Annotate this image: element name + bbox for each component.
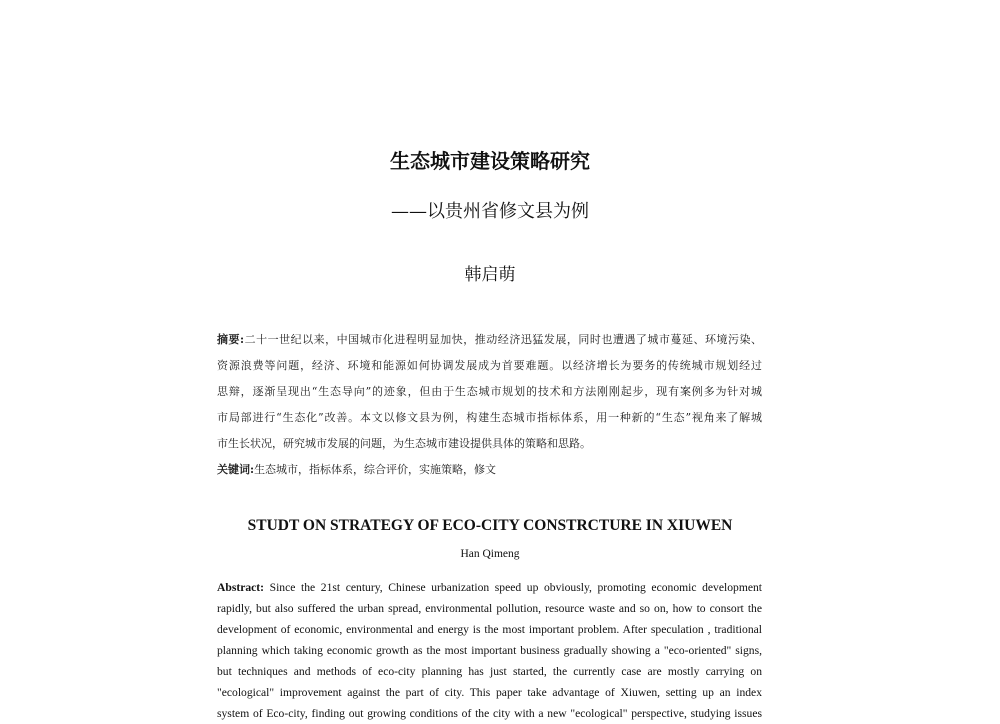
abstract-en-line: planning which taking economic growth as the most important business gradually showing a "eco-oriented" signs, — [217, 644, 762, 657]
english-title: STUDT ON STRATEGY OF ECO-CITY CONSTRCTURE IN XIUWEN — [247, 517, 733, 534]
paper-title: 生态城市建设策略研究 — [390, 149, 590, 173]
author-name: 韩启萌 — [464, 265, 516, 285]
abstract-en-line: development of economic, environmental and energy is the most important problem. After speculation , traditional — [217, 623, 762, 636]
abstract-en-line: rapidly, but also suffered the urban spread, environmental pollution, resource waste and so on, how to consort the — [217, 602, 762, 615]
english-author: Han Qimeng — [460, 548, 520, 560]
keywords-cn-label: 关键词: — [217, 463, 255, 476]
abstract-en-line: "ecological" improvement against the part of city. This paper take advantage of Xiuwen, setting up an index — [217, 686, 762, 699]
abstract-cn-line: 思辩，逐渐呈现出“生态导向”的迹象，但由于生态城市规划的技术和方法刚刚起步，现有案例多为针对城 — [217, 385, 762, 398]
abstract-cn-line: 资源浪费等问题，经济、环境和能源如何协调发展成为首要难题。以经济增长为要务的传统城市规划经过 — [217, 359, 762, 372]
paper-subtitle: ——以贵州省修文县为例 — [391, 201, 589, 222]
abstract-cn-line: 市生长状况，研究城市发展的问题，为生态城市建设提供具体的策略和思路。 — [217, 437, 591, 450]
abstract-en-line: Abstract: Since the 21st century, Chinese urbanization speed up obviously, promoting economic development — [217, 581, 762, 594]
abstract-en-line: but techniques and methods of eco-city planning has just started, the currently case are mostly carrying on — [217, 665, 762, 678]
abstract-en-line: system of Eco-city, finding out growing conditions of the city with a new "ecological" perspective, studying issues — [217, 707, 762, 720]
abstract-cn-line: 市局部进行“生态化”改善。本文以修文县为例，构建生态城市指标体系，用一种新的“生态”视角来了解城 — [217, 411, 762, 424]
abstract-cn-label: 摘要: — [217, 333, 245, 346]
abstract-en-label: Abstract: — [217, 581, 265, 594]
keywords-cn: 关键词:生态城市，指标体系，综合评价，实施策略，修文 — [217, 463, 497, 476]
abstract-cn-line: 摘要:二十一世纪以来，中国城市化进程明显加快，推动经济迅猛发展，同时也遭遇了城市蔓延、环境污染、 — [217, 333, 763, 346]
